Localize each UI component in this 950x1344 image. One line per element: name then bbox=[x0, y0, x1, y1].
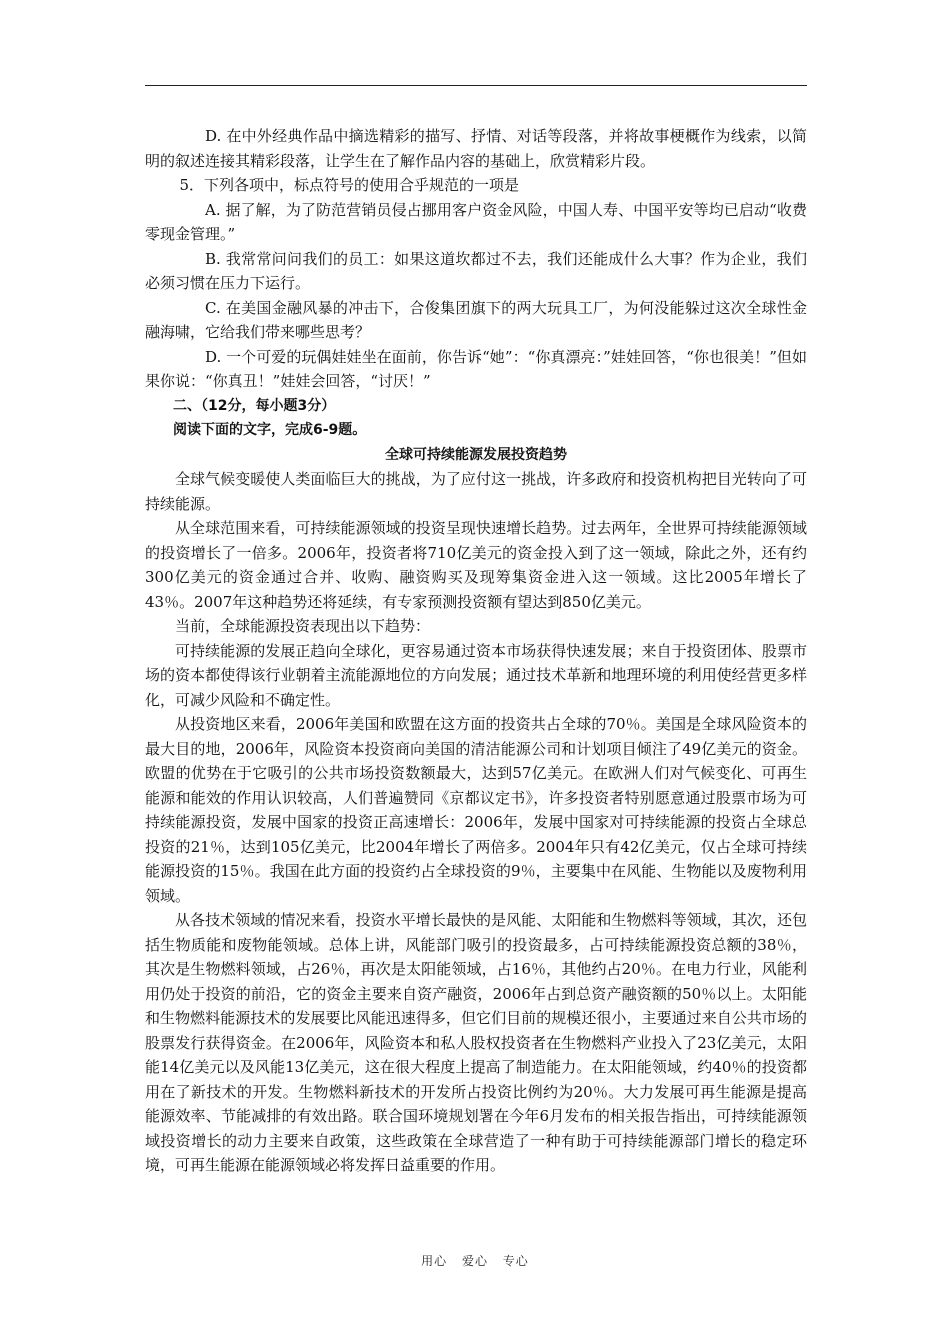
article-paragraph: 从投资地区来看，2006年美国和欧盟在这方面的投资共占全球的70％。美国是全球风险资本的最大目的地，2006年，风险资本投资商向美国的清洁能源公司和计划项目倾注了49亿美元的资金。欧盟的优势在于它吸引的公共市场投资数额最大，达到57亿美元。在欧洲人们对气候变化、可再生能源和能效的作用认识较高，人们普遍赞同《京都议定书》，许多投资者特别愿意通过股票市场为可持续能源投资，发展中国家的投资正高速增长：2006年，发展中国家对可持续能源的投资占全球总投资的21％，达到105亿美元，比2004年增长了两倍多。2004年只有42亿美元，仅占全球可持续能源投资的15％。我国在此方面的投资约占全球投资的9％，主要集中在风能、生物能以及废物利用领域。 bbox=[145, 715, 807, 905]
article-paragraph: 当前，全球能源投资表现出以下趋势： bbox=[175, 617, 431, 635]
q5-option-b: B. 我常常问问我们的员工：如果这道坎都过不去，我们还能成什么大事？作为企业，我们必须习惯在压力下运行。 bbox=[145, 249, 807, 292]
article-paragraph: 从全球范围来看，可持续能源领域的投资呈现快速增长趋势。过去两年，全世界可持续能源领域的投资增长了一倍多。2006年，投资者将710亿美元的资金投入到了这一领域，除此之外，还有约300亿美元的资金通过合并、收购、融资购买及现筹集资金进入这一领域。这比2005年增长了43％。2007年这种趋势还将延续，有专家预测投资额有望达到850亿美元。 bbox=[145, 519, 807, 611]
section-heading: 二、（12分，每小题3分） bbox=[173, 397, 336, 414]
header-rule bbox=[145, 85, 807, 86]
q4-option-d: D. 在中外经典作品中摘选精彩的描写、抒情、对话等段落，并将故事梗概作为线索，以简明的叙述连接其精彩段落，让学生在了解作品内容的基础上，欣赏精彩片段。 bbox=[145, 127, 807, 170]
section-instruction: 阅读下面的文字，完成6-9题。 bbox=[173, 422, 367, 438]
article-title: 全球可持续能源发展投资趋势 bbox=[385, 446, 567, 463]
article-paragraph: 全球气候变暖使人类面临巨大的挑战，为了应付这一挑战，许多政府和投资机构把目光转向了可持续能源。 bbox=[145, 470, 807, 513]
article-paragraph: 可持续能源的发展正趋向全球化，更容易通过资本市场获得快速发展；来自于投资团体、股票市场的资本都使得该行业朝着主流能源地位的方向发展；通过技术革新和地理环境的利用使经营更多样化，可减少风险和不确定性。 bbox=[145, 641, 807, 709]
q5-option-c: C. 在美国金融风暴的冲击下，合俊集团旗下的两大玩具工厂，为何没能躲过这次全球性金融海啸，它给我们带来哪些思考？ bbox=[145, 298, 807, 341]
q5-stem: 5．下列各项中，标点符号的使用合乎规范的一项是 bbox=[179, 176, 520, 194]
q5-option-d: D. 一个可爱的玩偶娃娃坐在面前，你告诉“她”：“你真漂亮：”娃娃回答，“你也很美！”但如果你说：“你真丑！”娃娃会回答，“讨厌！” bbox=[145, 347, 807, 390]
article-paragraph: 从各技术领域的情况来看，投资水平增长最快的是风能、太阳能和生物燃料等领域，其次，还包括生物质能和废物能领域。总体上讲，风能部门吸引的投资最多，占可持续能源投资总额的38％，其次是生物燃料领域，占26％，再次是太阳能领域，占16％，其他约占20％。在电力行业，风能利用仍处于投资的前沿，它的资金主要来自资产融资，2006年占到总资产融资额的50％以上。太阳能和生物燃料能源技术的发展要比风能迅速得多，但它们目前的规模还很小，主要通过来自公共市场的股票发行获得资金。在2006年，风险资本和私人股权投资者在生物燃料产业投入了23亿美元，太阳能14亿美元以及风能13亿美元，这在很大程度上提高了制造能力。在太阳能领域，约40％的投资都用在了新技术的开发。生物燃料新技术的开发所占投资比例约为20％。大力发展可再生能源是提高能源效率、节能减排的有效出路。联合国环境规划署在今年6月发布的相关报告指出，可持续能源领域投资增长的动力主要来自政策，这些政策在全球营造了一种有助于可持续能源部门增长的稳定环境，可再生能源在能源领域必将发挥日益重要的作用。 bbox=[145, 911, 807, 1174]
q5-option-a: A. 据了解，为了防范营销员侵占挪用客户资金风险，中国人寿、中国平安等均已启动“收费零现金管理。” bbox=[145, 200, 807, 243]
page-content bbox=[145, 124, 807, 1178]
page-footer: 用心 爱心 专心 bbox=[421, 1254, 529, 1268]
